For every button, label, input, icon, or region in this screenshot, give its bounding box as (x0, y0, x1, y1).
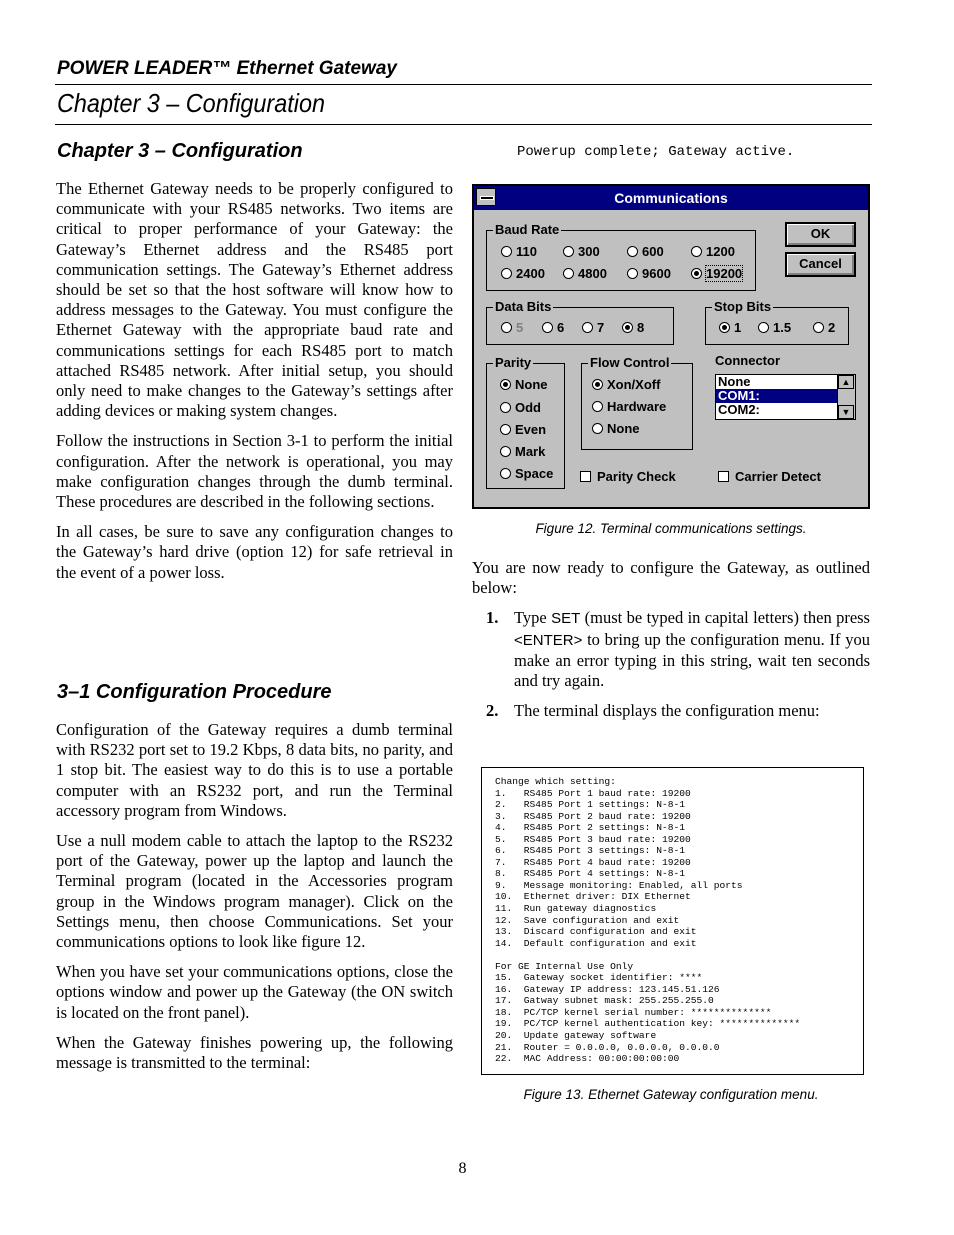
connector-option-com2[interactable]: COM2: (718, 402, 760, 417)
connector-scrollbar[interactable] (837, 375, 855, 419)
connector-listbox[interactable] (715, 374, 856, 420)
menu-line: 2. RS485 Port 1 settings: N-8-1 (495, 799, 685, 811)
intro-text (56, 179, 453, 593)
stop-bits-group (705, 299, 849, 345)
baud-600-radio[interactable]: 600 (627, 244, 664, 260)
menu-line (495, 949, 863, 961)
parity-odd-radio[interactable]: Odd (500, 400, 541, 416)
step-2: 2. The terminal displays the configuration menu: (486, 701, 820, 721)
stop-bits-1-5-radio[interactable]: 1.5 (758, 320, 791, 336)
menu-line: 3. RS485 Port 2 baud rate: 19200 (495, 810, 691, 822)
menu-line: 18. PC/TCP kernel serial number: ************** (495, 1006, 772, 1018)
data-bits-group (486, 299, 674, 345)
section-title: Chapter 3 – Configuration (57, 140, 303, 162)
set-command: SET (551, 610, 581, 628)
menu-line: 22. MAC Address: 00:00:00:00:00 (495, 1053, 680, 1065)
scroll-up-icon[interactable]: ▲ (838, 375, 854, 389)
paragraph: The Ethernet Gateway needs to be properly configured to communicate with your RS485 networks. Two items are critical to proper performance of your Gateway: the Gateway’s Ethernet address and the RS485 port communication settings. The Gateway’s Ethernet address should be set so that the host software will know how to address messages to the Gateway. You must configure the Ethernet Gateway with the appropriate baud rate and communications settings for each RS485 port to match attached RS485 network. After initial setup, you should only need to make changes to the Gateway’s settings after adding devices or making system changes. (56, 179, 453, 421)
menu-line: 15. Gateway socket identifier: **** (495, 972, 703, 984)
menu-line: Change which setting: (495, 776, 616, 787)
powerup-message: Powerup complete; Gateway active. (517, 144, 795, 160)
baud-110-radio[interactable]: 110 (501, 244, 537, 260)
data-bits-6-radio[interactable]: 6 (542, 320, 564, 336)
stop-bits-label: Stop Bits (714, 299, 772, 314)
baud-rate-label: Baud Rate (495, 222, 560, 237)
connector-option-none[interactable]: None (718, 374, 751, 389)
menu-line: 10. Ethernet driver: DIX Ethernet (495, 891, 691, 903)
carrier-detect-checkbox[interactable]: Carrier Detect (718, 469, 821, 485)
running-header-product: POWER LEADER™ Ethernet Gateway (57, 58, 397, 79)
data-bits-5-radio[interactable]: 5 (501, 320, 523, 336)
parity-group (486, 355, 565, 489)
menu-line: For GE Internal Use Only (495, 960, 634, 972)
connector-option-com1[interactable]: COM1: (716, 389, 839, 403)
figure-13-caption: Figure 13. Ethernet Gateway configuration menu. (523, 1087, 819, 1102)
menu-line: 9. Message monitoring: Enabled, all ports (495, 879, 743, 891)
parity-space-radio[interactable]: Space (500, 466, 553, 482)
menu-line: 7. RS485 Port 4 baud rate: 19200 (495, 856, 691, 868)
steps-intro: You are now ready to configure the Gateway, as outlined below: (472, 558, 870, 598)
paragraph: In all cases, be sure to save any configuration changes to the Gateway’s hard drive (option 12) for safe retrieval in the event of a power loss. (56, 522, 453, 582)
baud-1200-radio[interactable]: 1200 (691, 244, 735, 260)
menu-line: 13. Discard configuration and exit (495, 926, 697, 938)
data-bits-8-radio[interactable]: 8 (622, 320, 644, 336)
parity-check-checkbox[interactable]: Parity Check (580, 469, 676, 485)
flow-none-radio[interactable]: None (592, 421, 640, 437)
page-number: 8 (458, 1160, 467, 1177)
menu-line: 14. Default configuration and exit (495, 937, 697, 949)
paragraph: Use a null modem cable to attach the laptop to the RS232 port of the Gateway, power up the laptop and launch the Terminal program (located in the Accessories program group in the Windows program manager). Click on the Settings menu, then choose Communications. Set your communications options to look like figure 12. (56, 831, 453, 952)
enter-key: <ENTER> (514, 631, 583, 649)
paragraph: Configuration of the Gateway requires a dumb terminal with RS232 port set to 19.2 Kbps, 8 data bits, no parity, and 1 stop bit. The easiest way to do this is to use a portable computer with an RS232 port, and run the Terminal accessory program from Windows. (56, 720, 453, 820)
step-1: 1. Type SET (must be typed in capital letters) then press <ENTER> to bring up the configuration menu. If you make an error typing in this string, wait ten seconds and try again. (486, 608, 870, 691)
menu-line: 12. Save configuration and exit (495, 914, 680, 926)
menu-line: 21. Router = 0.0.0.0, 0.0.0.0, 0.0.0.0 (495, 1041, 720, 1053)
baud-9600-radio[interactable]: 9600 (627, 266, 671, 282)
procedure-text (56, 720, 453, 1083)
cancel-button[interactable]: Cancel (785, 252, 856, 277)
menu-line: 5. RS485 Port 3 baud rate: 19200 (495, 833, 691, 845)
flow-control-label: Flow Control (590, 355, 670, 370)
parity-even-radio[interactable]: Even (500, 422, 546, 438)
stop-bits-2-radio[interactable]: 2 (813, 320, 835, 336)
data-bits-7-radio[interactable]: 7 (582, 320, 604, 336)
flow-control-group (581, 355, 693, 450)
running-header-chapter: Chapter 3 – Configuration (57, 88, 325, 118)
menu-line: 8. RS485 Port 4 settings: N-8-1 (495, 868, 685, 880)
figure-12-caption: Figure 12. Terminal communications settings. (535, 521, 807, 536)
data-bits-label: Data Bits (495, 299, 552, 314)
flow-hardware-radio[interactable]: Hardware (592, 399, 666, 415)
ok-button[interactable]: OK (785, 222, 856, 247)
paragraph: Follow the instructions in Section 3-1 to perform the initial configuration. After the network is operational, you may make configuration changes through the dumb terminal. These procedures are described in the following sections. (56, 431, 453, 512)
paragraph: When you have set your communications options, close the options window and power up the Gateway (the ON switch is located on the front panel). (56, 962, 453, 1022)
paragraph: When the Gateway finishes powering up, the following message is transmitted to the terminal: (56, 1032, 453, 1073)
system-menu-button[interactable] (476, 188, 496, 206)
menu-line: 19. PC/TCP kernel authentication key: ************** (495, 1018, 801, 1030)
menu-line: 4. RS485 Port 2 settings: N-8-1 (495, 822, 685, 834)
baud-19200-radio[interactable]: 19200 (691, 266, 742, 282)
dialog-title: Communications (474, 186, 868, 210)
communications-dialog (472, 184, 870, 509)
steps-text (472, 558, 870, 731)
configuration-menu-listing (481, 767, 864, 1075)
menu-line: 20. Update gateway software (495, 1030, 657, 1042)
subsection-title: 3–1 Configuration Procedure (57, 681, 332, 703)
steps-list (472, 608, 870, 721)
parity-mark-radio[interactable]: Mark (500, 444, 545, 460)
connector-label: Connector (715, 353, 780, 368)
header-rule-bottom (55, 124, 872, 125)
baud-4800-radio[interactable]: 4800 (563, 266, 607, 282)
parity-none-radio[interactable]: None (500, 377, 548, 393)
parity-label: Parity (495, 355, 532, 370)
baud-300-radio[interactable]: 300 (563, 244, 600, 260)
baud-rate-group (486, 222, 756, 291)
flow-xonxoff-radio[interactable]: Xon/Xoff (592, 377, 660, 393)
menu-line: 17. Gatway subnet mask: 255.255.255.0 (495, 995, 714, 1007)
menu-line: 11. Run gateway diagnostics (495, 903, 657, 915)
menu-line: 6. RS485 Port 3 settings: N-8-1 (495, 845, 685, 857)
header-rule-top (55, 84, 872, 85)
menu-line: 1. RS485 Port 1 baud rate: 19200 (495, 787, 691, 799)
baud-2400-radio[interactable]: 2400 (501, 266, 545, 282)
stop-bits-1-radio[interactable]: 1 (719, 320, 741, 336)
menu-line: 16. Gateway IP address: 123.145.51.126 (495, 983, 720, 995)
scroll-down-icon[interactable]: ▼ (838, 405, 854, 419)
